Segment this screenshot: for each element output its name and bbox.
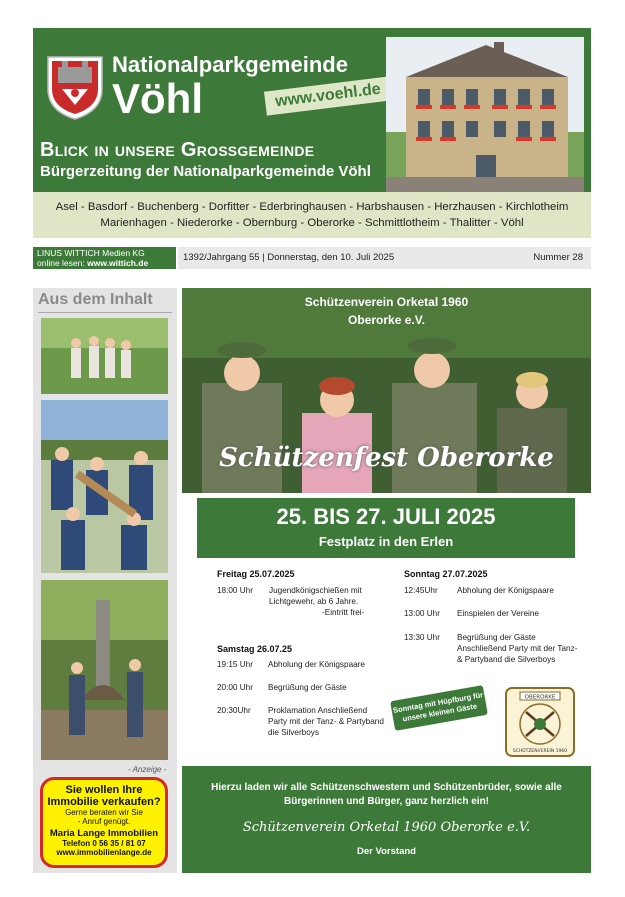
ad-url-link[interactable]: www.immobilienlange.de xyxy=(56,848,152,857)
sunday-desc-3: Begrüßung der Gäste Anschließend Party mit der Tanz- & Partyband die Silverboys xyxy=(457,633,578,664)
teaser-photo-children[interactable] xyxy=(41,318,168,394)
ad-company: Maria Lange Immobilien xyxy=(49,828,159,839)
sunday-time-2: 13:00 Uhr xyxy=(404,609,440,618)
ad-phone: Telefon 0 56 35 / 81 07 xyxy=(62,839,146,848)
villages-list xyxy=(33,192,591,238)
masthead-place: Vöhl xyxy=(112,75,203,122)
friday-extra-1: -Eintritt frei- xyxy=(322,608,365,617)
publisher-name: LINUS WITTICH Medien KG xyxy=(37,248,145,258)
ad-headline-2: Immobilie verkaufen? xyxy=(47,796,161,808)
sunday-heading: Sonntag 27.07.2025 xyxy=(404,569,488,579)
invitation-text: Hierzu laden wir alle Schützenschwestern und Schützenbrüder, sowie alle Bürgerinnen und Bürger, ganz herzlich ein! xyxy=(211,782,562,807)
sunday-desc-2: Einspielen der Vereine xyxy=(457,609,539,618)
online-line xyxy=(37,258,172,268)
ad-label: - Anzeige - xyxy=(128,765,167,774)
festival-venue: Festplatz in den Erlen xyxy=(318,534,454,549)
event-poster xyxy=(182,288,591,873)
real-estate-ad[interactable] xyxy=(40,777,168,868)
online-label: online lesen: xyxy=(37,258,85,268)
issue-number: Nummer 28 xyxy=(533,252,583,263)
town-hall-photo xyxy=(386,37,584,192)
publisher-box xyxy=(33,247,176,269)
heading-divider xyxy=(38,312,172,313)
friday-time-1: 18:00 Uhr xyxy=(217,586,253,595)
contents-heading: Aus dem Inhalt xyxy=(38,291,153,308)
villages-line-2: Marienhagen - Niederorke - Obernburg - Oberorke - Schmittlotheim - Thalitter - Vöhl xyxy=(100,217,524,229)
issue-info: 1392/Jahrgang 55 | Donnerstag, den 10. Juli 2025 xyxy=(183,252,395,263)
villages-line-1: Asel - Basdorf - Buchenberg - Dorfitter - Ederbringhausen - Harbshausen - Herzhausen - Kirchlotheim xyxy=(55,201,569,213)
online-url-link[interactable]: www.wittich.de xyxy=(87,258,149,268)
ad-text-1: Gerne beraten wir Sie xyxy=(65,808,143,817)
sunday-time-1: 12:45Uhr xyxy=(404,586,438,595)
seal-text-bottom: SCHÜTZENVEREIN 1960 xyxy=(512,749,568,754)
saturday-desc-3: Proklamation Anschließend Party mit der Tanz- & Partyband die Silverboys xyxy=(268,706,384,737)
ad-headline-1: Sie wollen Ihre xyxy=(65,784,143,796)
teaser-photo-kids-sawing[interactable] xyxy=(41,400,168,573)
teaser-photo-forest[interactable] xyxy=(41,580,168,760)
website-link[interactable]: www.voehl.de xyxy=(264,76,392,115)
saturday-time-2: 20:00 Uhr xyxy=(217,683,253,692)
friday-heading: Freitag 25.07.2025 xyxy=(217,569,295,579)
sunday-time-3: 13:30 Uhr xyxy=(404,633,440,642)
saturday-time-1: 19:15 Uhr xyxy=(217,660,253,669)
section-subtitle: Blick in unsere Großgemeinde xyxy=(40,139,315,161)
ad-text-2: - Anruf genügt. xyxy=(77,817,131,826)
seal-text-top: OBERORKE xyxy=(524,694,556,701)
festival-title: Schützenfest Oberorke xyxy=(219,443,554,473)
sunday-desc-1: Abholung der Königspaare xyxy=(457,586,554,595)
club-signature: Schützenverein Orketal 1960 Oberorke e.V. xyxy=(242,820,531,835)
saturday-desc-1: Abholung der Königspaare xyxy=(268,660,365,669)
bouncy-castle-badge: Sonntag mit Hüpfburg für unsere kleinen Gäste xyxy=(390,685,488,731)
date-banner xyxy=(197,498,575,558)
club-place: Oberorke e.V. xyxy=(348,313,425,327)
masthead-title: Nationalparkgemeinde xyxy=(112,52,348,77)
friday-desc-1: Jugendkönigschießen mit Lichtgewehr, ab 6 Jahre. xyxy=(269,586,362,606)
club-seal-logo xyxy=(504,686,576,758)
board-signoff: Der Vorstand xyxy=(357,846,416,857)
club-name: Schützenverein Orketal 1960 xyxy=(304,295,469,309)
festival-dates: 25. BIS 27. JULI 2025 xyxy=(276,504,496,529)
saturday-desc-2: Begrüßung der Gäste xyxy=(268,683,347,692)
saturday-time-3: 20:30Uhr xyxy=(217,706,251,715)
coat-of-arms-icon xyxy=(44,49,106,121)
club-title xyxy=(182,293,591,329)
issue-bar xyxy=(178,247,591,269)
newspaper-subtitle: Bürgerzeitung der Nationalparkgemeinde Vöhl xyxy=(40,163,371,180)
saturday-heading: Samstag 26.07.25 xyxy=(217,644,293,654)
